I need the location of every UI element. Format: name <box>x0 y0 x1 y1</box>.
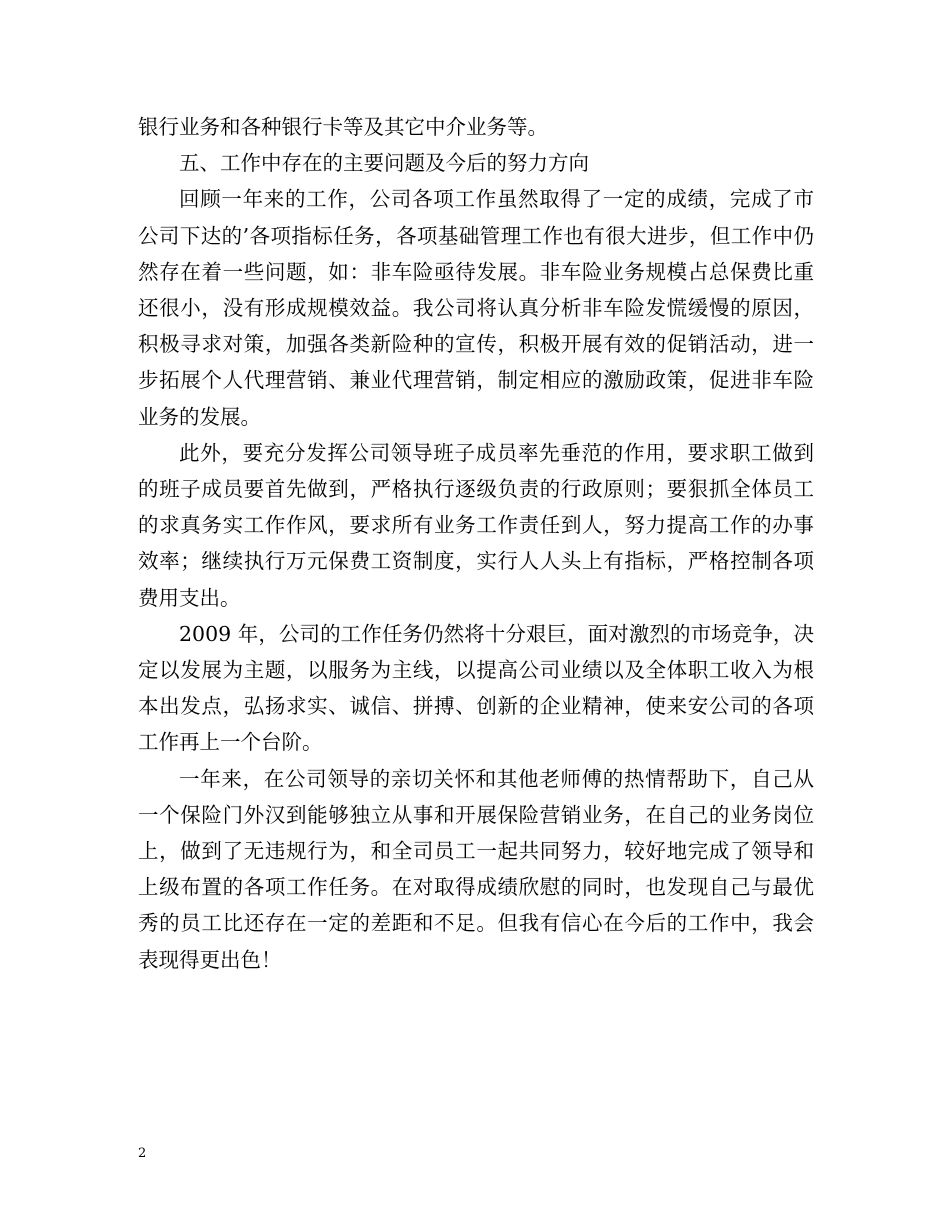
paragraph: 此外，要充分发挥公司领导班子成员率先垂范的作用，要求职工做到的班子成员要首先做到，严格执行逐级负责的行政原则；要狠抓全体员工的求真务实工作作风，要求所有业务工作责任到人，努力提高工作的办事效率；继续执行万元保费工资制度，实行人人头上有指标，严格控制各项费用支出。 <box>138 440 814 610</box>
page-number: 2 <box>138 1146 147 1161</box>
section-heading: 五、工作中存在的主要问题及今后的努力方向 <box>179 151 589 176</box>
paragraph: 一年来，在公司领导的亲切关怀和其他老师傅的热情帮助下，自己从一个保险门外汉到能够独立从事和开展保险营销业务，在自己的业务岗位上，做到了无违规行为，和全司员工一起共同努力，较好地完成了领导和上级布置的各项工作任务。在对取得成绩欣慰的同时，也发现自己与最优秀的员工比还存在一定的差距和不足。但我有信心在今后的工作中，我会表现得更出色！ <box>138 766 814 972</box>
paragraph: 回顾一年来的工作，公司各项工作虽然取得了一定的成绩，完成了市公司下达的’各项指标任务，各项基础管理工作也有很大进步，但工作中仍然存在着一些问题，如：非车险亟待发展。非车险业务规模占总保费比重还很小，没有形成规模效益。我公司将认真分析非车险发慌缓慢的原因，积极寻求对策，加强各类新险种的宣传，积极开展有效的促销活动，进一步拓展个人代理营销、兼业代理营销，制定相应的激励政策，促进非车险业务的发展。 <box>138 187 814 429</box>
paragraph: 2009 年，公司的工作任务仍然将十分艰巨，面对激烈的市场竞争，决定以发展为主题，以服务为主线，以提高公司业绩以及全体职工收入为根本出发点，弘扬求实、诚信、拼搏、创新的企业精神，使来安公司的各项工作再上一个台阶。 <box>138 621 814 755</box>
paragraph: 银行业务和各种银行卡等及其它中介业务等。 <box>138 115 548 139</box>
body-text <box>138 109 814 978</box>
